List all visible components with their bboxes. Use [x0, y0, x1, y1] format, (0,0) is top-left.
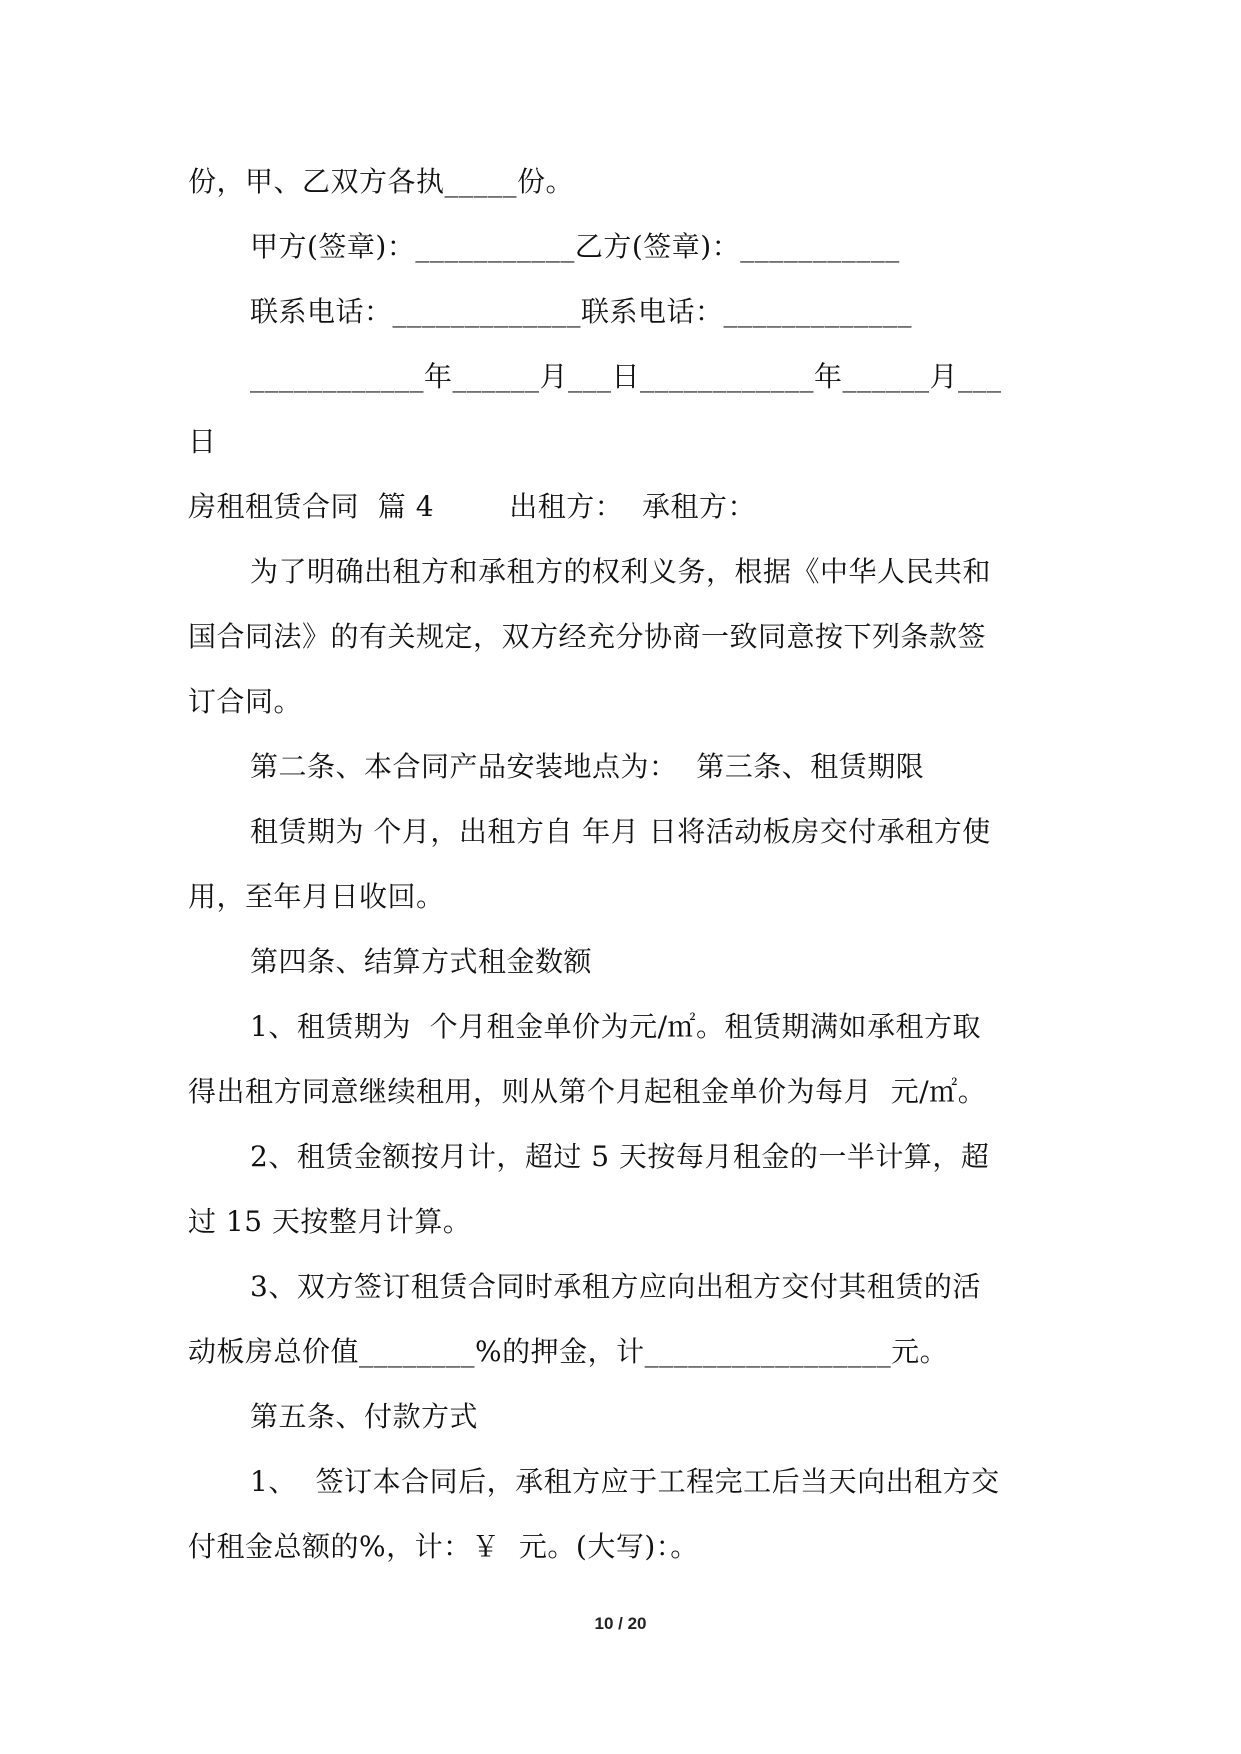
text-line-11: 租赁期为 个月，出租方自 年月 日将活动板房交付承租方使: [250, 815, 991, 848]
text-line-2: 甲方(签章)：___________乙方(签章)：___________: [250, 230, 900, 263]
text-line-5: 日: [188, 425, 217, 458]
page-number: 10 / 20: [594, 1614, 647, 1633]
text-line-20: 第五条、付款方式: [250, 1400, 479, 1433]
text-line-14: 1、租赁期为 个月租金单价为元/㎡。租赁期满如承租方取: [250, 1010, 982, 1043]
text-line-18: 3、双方签订租赁合同时承租方应向出租方交付其租赁的活: [250, 1270, 981, 1303]
text-line-19: 动板房总价值________%的押金，计_________________元。: [188, 1335, 949, 1368]
text-line-10: 第二条、本合同产品安装地点为： 第三条、租赁期限: [250, 750, 925, 783]
text-line-1: 份，甲、乙双方各执_____份。: [188, 165, 575, 198]
text-line-16: 2、租赁金额按月计，超过 5 天按每月租金的一半计算，超: [250, 1140, 990, 1173]
text-line-21: 1、 签订本合同后，承租方应于工程完工后当天向出租方交: [250, 1465, 1000, 1498]
text-line-7: 为了明确出租方和承租方的权利义务，根据《中华人民共和: [250, 555, 992, 588]
text-line-9: 订合同。: [188, 685, 303, 718]
section-heading: 房租租赁合同 篇 4 出租方： 承租方：: [188, 490, 757, 523]
text-line-12: 用，至年月日收回。: [188, 880, 445, 913]
text-line-17: 过 15 天按整月计算。: [188, 1205, 472, 1238]
text-line-8: 国合同法》的有关规定，双方经充分协商一致同意按下列条款签: [188, 620, 987, 653]
text-line-15: 得出租方同意继续租用，则从第个月起租金单价为每月 元/㎡。: [188, 1075, 987, 1108]
text-line-3: 联系电话：_____________联系电话：_____________: [250, 295, 913, 328]
text-line-13: 第四条、结算方式租金数额: [250, 945, 593, 978]
text-line-4: ____________年______月___日____________年______月___: [250, 360, 1002, 393]
text-line-22: 付租金总额的%，计：￥ 元。(大写)：。: [188, 1530, 699, 1563]
